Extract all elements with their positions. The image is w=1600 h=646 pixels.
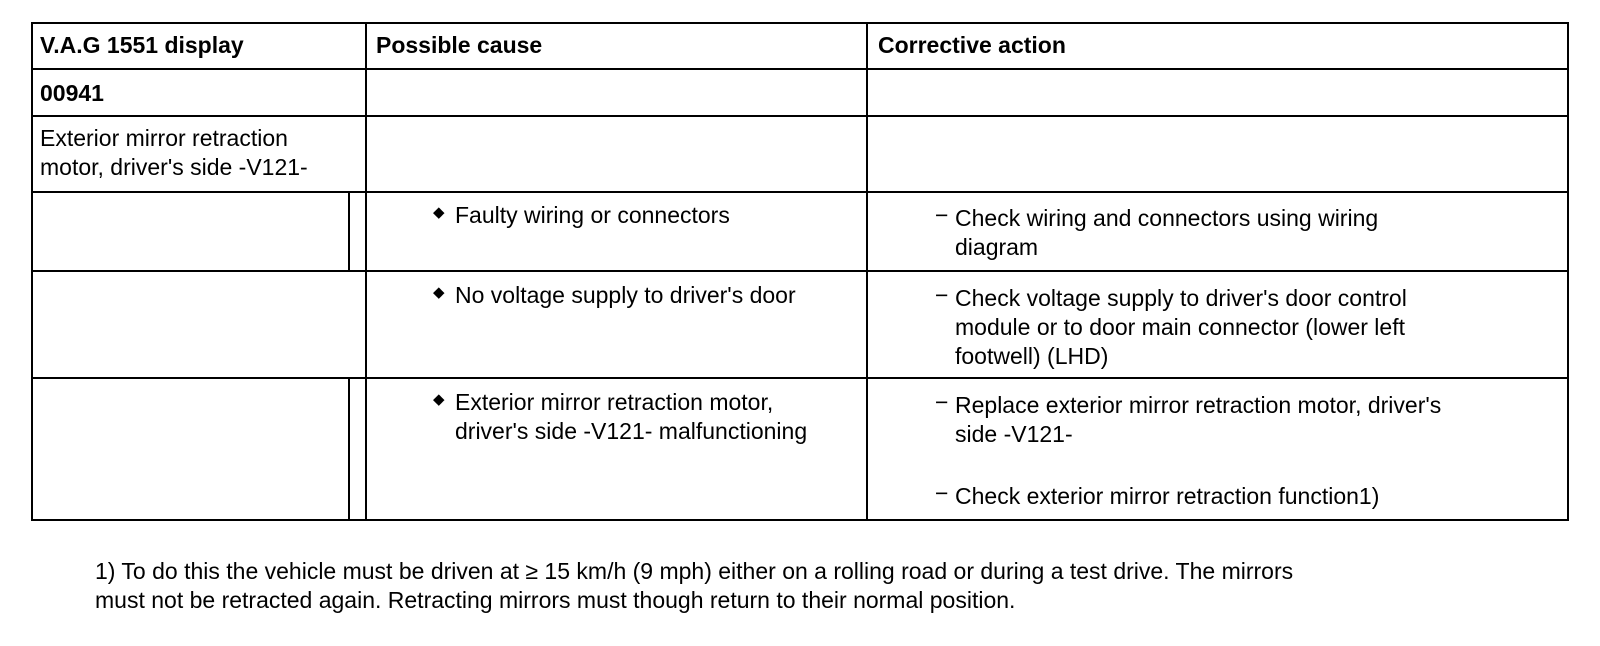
component-name-line: motor, driver's side -V121- bbox=[40, 154, 308, 180]
action-text: Check voltage supply to driver's door control bbox=[955, 285, 1407, 311]
column-divider bbox=[365, 22, 367, 521]
row-divider bbox=[31, 68, 1569, 70]
secondary-rule bbox=[348, 191, 350, 272]
cause-text: driver's side -V121- malfunctioning bbox=[455, 418, 808, 444]
action-text: Check exterior mirror retraction function1) bbox=[955, 483, 1380, 509]
action-text: footwell) (LHD) bbox=[955, 343, 1109, 369]
secondary-rule bbox=[348, 377, 350, 521]
dash-icon: − bbox=[935, 480, 949, 506]
footnote-line: 1) To do this the vehicle must be driven at ≥ 15 km/h (9 mph) either on a rolling road or during a test drive. The mirrors bbox=[95, 558, 1294, 584]
header-display: V.A.G 1551 display bbox=[40, 32, 244, 58]
dash-icon: − bbox=[935, 282, 949, 308]
cause-text: Exterior mirror retraction motor, bbox=[455, 389, 774, 415]
bullet-icon: ◆ bbox=[433, 204, 445, 221]
action-text: side -V121- bbox=[955, 421, 1073, 447]
bullet-icon: ◆ bbox=[433, 391, 445, 408]
action-text: Check wiring and connectors using wiring bbox=[955, 205, 1379, 231]
table-border-bottom bbox=[31, 519, 1569, 521]
row-divider bbox=[31, 191, 1569, 193]
component-name-line: Exterior mirror retraction bbox=[40, 125, 288, 151]
header-action: Corrective action bbox=[878, 32, 1066, 58]
action-text: diagram bbox=[955, 234, 1039, 260]
fault-code: 00941 bbox=[40, 80, 104, 106]
table-border-left bbox=[31, 22, 33, 521]
table-border-right bbox=[1567, 22, 1569, 521]
column-divider bbox=[866, 22, 868, 521]
row-divider bbox=[31, 270, 1569, 272]
row-divider bbox=[31, 115, 1569, 117]
dash-icon: − bbox=[935, 202, 949, 228]
action-text: module or to door main connector (lower left bbox=[955, 314, 1405, 340]
footnote-line: must not be retracted again. Retracting mirrors must though return to their normal position. bbox=[95, 587, 1016, 613]
cause-text: Faulty wiring or connectors bbox=[455, 202, 730, 228]
action-text: Replace exterior mirror retraction motor, driver's bbox=[955, 392, 1442, 418]
bullet-icon: ◆ bbox=[433, 284, 445, 301]
dash-icon: − bbox=[935, 389, 949, 415]
cause-text: No voltage supply to driver's door bbox=[455, 282, 796, 308]
table-border-top bbox=[31, 22, 1569, 24]
header-cause: Possible cause bbox=[376, 32, 543, 58]
row-divider bbox=[31, 377, 1569, 379]
